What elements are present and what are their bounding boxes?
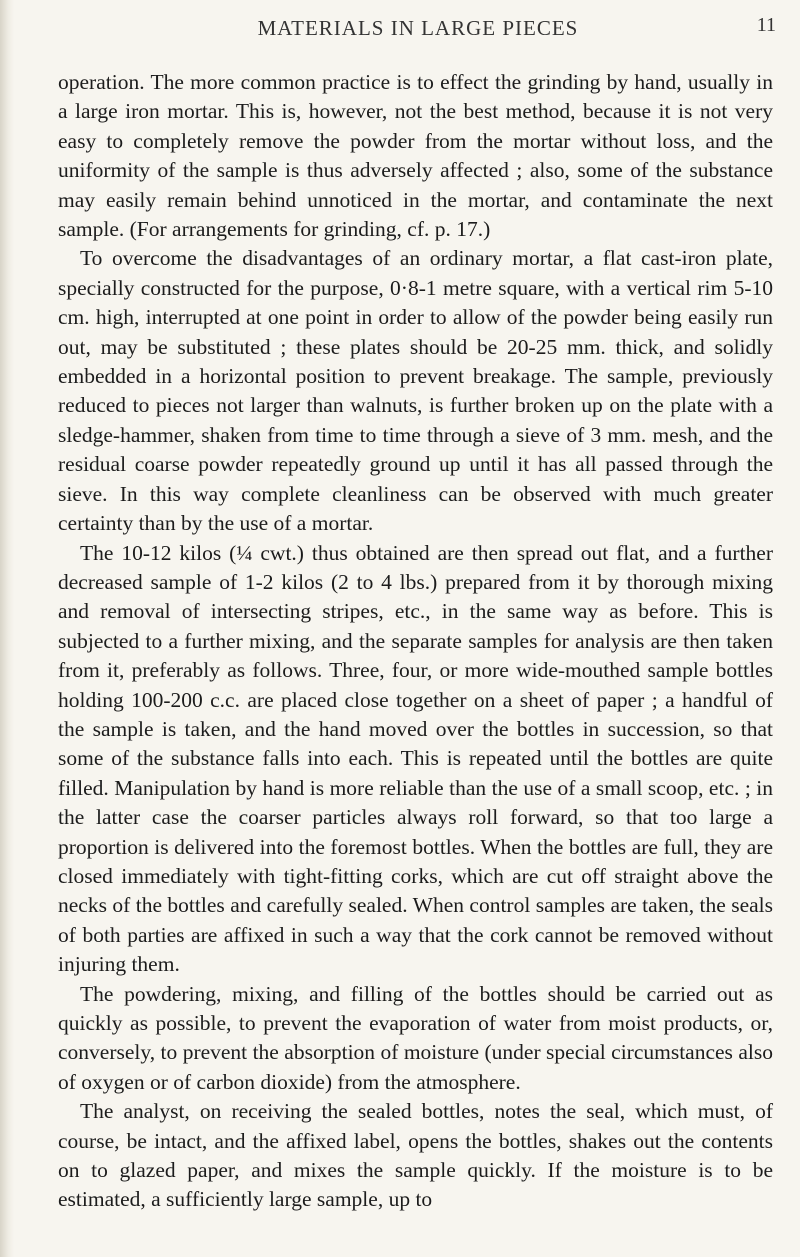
- page-number: 11: [756, 14, 776, 36]
- paragraph: operation. The more common practice is to effect the grinding by hand, usually in a large iron mortar. This is, however, not the best method, because it is not very easy to completely remove the powder from the mortar without loss, and the uniformity of the sample is thus adversely affected ; also, some of the substance may easily remain behind unnoticed in the mortar, and contaminate the next sample. (For arrangements for grinding, cf. p. 17.): [58, 70, 773, 242]
- paragraph: The analyst, on receiving the sealed bottles, notes the seal, which must, of course, be intact, and the affixed label, opens the bottles, shakes out the contents on to glazed paper, and mixes the sample quickly. If the moisture is to be estimated, a sufficiently large sample, up to: [58, 1099, 773, 1212]
- page-binding-edge: [0, 0, 14, 1257]
- running-title: MATERIALS IN LARGE PIECES: [257, 16, 579, 40]
- paragraph: The powdering, mixing, and filling of the bottles should be carried out as quickly as possible, to prevent the evaporation of water from moist products, or, conversely, to prevent the absorption of moisture (under special circumstances also of oxygen or of carbon dioxide) from the atmosphere.: [58, 981, 773, 1094]
- paragraph: To overcome the disadvantages of an ordinary mortar, a flat cast-iron plate, specially constructed for the purpose, 0·8-1 metre square, with a vertical rim 5-10 cm. high, interrupted at one point in order to allow of the powder being easily run out, may be substituted ; these plates should be 20-25 mm. thick, and solidly embedded in a horizontal position to prevent breakage. The sample, previously reduced to pieces not larger than walnuts, is further broken up on the plate with a sledge-hammer, shaken from time to time through a sieve of 3 mm. mesh, and the residual coarse powder repeatedly ground up until it has all passed through the sieve. In this way complete cleanliness can be observed with much greater certainty than by the use of a mortar.: [58, 246, 773, 536]
- running-header: [60, 10, 776, 50]
- body-text: [58, 68, 773, 1215]
- paragraph: The 10-12 kilos (¼ cwt.) thus obtained are then spread out flat, and a further decreased sample of 1-2 kilos (2 to 4 lbs.) prepared from it by thorough mixing and removal of intersecting stripes, etc., in the same way as before. This is subjected to a further mixing, and the separate samples for analysis are then taken from it, preferably as follows. Three, four, or more wide-mouthed sample bottles holding 100-200 c.c. are placed close together on a sheet of paper ; a handful of the sample is taken, and the hand moved over the bottles in succession, so that some of the substance falls into each. This is repeated until the bottles are quite filled. Manipulation by hand is more reliable than the use of a small scoop, etc. ; in the latter case the coarser particles always roll forward, so that too large a proportion is delivered into the foremost bottles. When the bottles are full, they are closed immediately with tight-fitting corks, which are cut off straight above the necks of the bottles and carefully sealed. When control samples are taken, the seals of both parties are affixed in such a way that the cork cannot be removed without injuring them.: [58, 540, 773, 977]
